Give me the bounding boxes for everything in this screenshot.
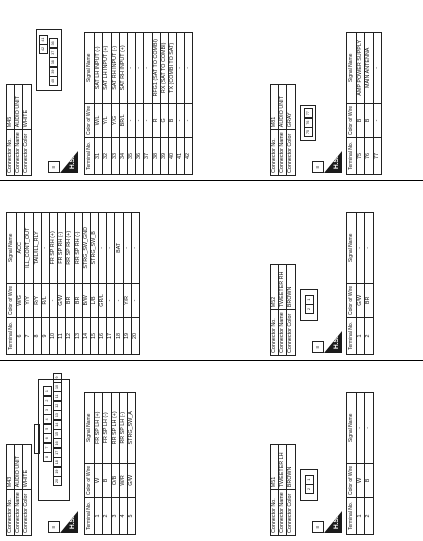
- pin-signal: SAT LH INPUT (-): [95, 32, 103, 103]
- pin-signal: RX (SAT TO COMBI): [160, 32, 168, 103]
- pin-terminal: 13: [74, 318, 82, 355]
- pin-wire: B: [365, 463, 373, 497]
- pin-table-m52: Terminal No. Color of Wire Signal Name 1 G/W - 2 BR -: [346, 212, 374, 355]
- pin-row: [95, 32, 103, 174]
- cavity-number: 13: [53, 410, 62, 420]
- pin-signal: -: [144, 32, 152, 103]
- pin-row: [127, 32, 135, 174]
- pin-row: [168, 32, 176, 174]
- hs-icon: ≡ H.S.: [324, 151, 342, 173]
- pin-signal: -: [177, 32, 185, 103]
- pin-terminal: 1: [357, 498, 365, 535]
- pin-row: [33, 212, 41, 354]
- connector-diagram-m81: [300, 105, 316, 141]
- pin-wire: B: [168, 103, 176, 137]
- pin-wire: -: [107, 283, 115, 317]
- pin-terminal: 6: [17, 318, 25, 355]
- pin-row: [357, 212, 365, 354]
- harness-side-box-icon: ≡: [48, 161, 60, 173]
- pin-terminal: 35: [127, 138, 135, 175]
- pin-row: [127, 392, 135, 534]
- pin-row: [25, 212, 33, 354]
- pin-table-m51: Terminal No. Color of Wire Signal Name 1 W - 2 B -: [346, 392, 374, 535]
- pane-m45-m81: [0, 0, 423, 181]
- pin-wire: -: [131, 283, 139, 317]
- pin-terminal: 9: [41, 318, 49, 355]
- pin-signal: RFG1 (SAT TO COMBI): [152, 32, 160, 103]
- pin-terminal: 4: [119, 498, 127, 535]
- pin-table-m81: Terminal No. Color of Wire Signal Name 75 B AMP POWER SUPPLY 76 B MAIN ANTENNA 77 - -: [346, 32, 382, 175]
- pin-wire: Y/R: [123, 283, 131, 317]
- pin-terminal: 18: [115, 318, 123, 355]
- cavity-number: 18: [53, 457, 62, 467]
- pin-signal: ACC: [17, 212, 25, 283]
- pin-row: [103, 32, 111, 174]
- pin-wire: BR: [365, 283, 373, 317]
- pin-terminal: 2: [365, 318, 373, 355]
- pin-terminal: 7: [25, 318, 33, 355]
- pin-wire: W/R: [119, 463, 127, 497]
- pin-row: [373, 32, 381, 174]
- pin-row: [115, 212, 123, 354]
- pin-wire: BR/L: [119, 103, 127, 137]
- cavity-number: 17: [53, 448, 62, 458]
- pin-wire: -: [177, 103, 185, 137]
- pin-wire: R/L: [41, 283, 49, 317]
- cavity-number: 1: [305, 295, 314, 305]
- pin-signal: SAT RH INPUT (-): [111, 32, 119, 103]
- pin-row: [365, 212, 373, 354]
- connector-name: AUDIO UNIT: [15, 445, 23, 490]
- pin-row: [357, 392, 365, 534]
- pin-wire: W: [95, 463, 103, 497]
- pin-row: [365, 32, 373, 174]
- connector-diagram-m43: [38, 376, 70, 501]
- pin-terminal: 38: [152, 138, 160, 175]
- pin-terminal: 31: [95, 138, 103, 175]
- cavity-number: 39: [49, 67, 58, 77]
- connector-color: WHITE: [23, 445, 31, 490]
- pin-wire: Y/G: [111, 103, 119, 137]
- cavity-number: 40: [49, 76, 58, 86]
- pin-row: [95, 392, 103, 534]
- cavity-number: 9: [53, 373, 62, 383]
- connector-info-m43: Connector No. M43 Connector Name AUDIO UNIT Connector Color WHITE: [6, 444, 32, 536]
- cavity-number: 10: [53, 382, 62, 392]
- pin-signal: SAT RH INPUT (+): [119, 32, 127, 103]
- pin-terminal: 41: [177, 138, 185, 175]
- pin-wire: W: [357, 463, 365, 497]
- pin-wire: G: [160, 103, 168, 137]
- pin-signal: -: [127, 32, 135, 103]
- pin-row: [82, 212, 90, 354]
- pin-terminal: 16: [99, 318, 107, 355]
- pin-row: [107, 212, 115, 354]
- pin-row: [365, 392, 373, 534]
- cavity-number: 14: [53, 420, 62, 430]
- pin-signal: -: [99, 212, 107, 283]
- pin-row: [74, 212, 82, 354]
- pin-row: [49, 212, 57, 354]
- pin-terminal: 11: [58, 318, 66, 355]
- pin-wire: G/W: [127, 463, 135, 497]
- pin-row: [136, 32, 144, 174]
- pin-terminal: 42: [185, 138, 193, 175]
- pin-wire: BR: [74, 283, 82, 317]
- pin-wire: B/W: [82, 283, 90, 317]
- cavity-number: 76: [304, 118, 313, 128]
- pin-signal: AMP POWER SUPPLY: [357, 32, 365, 103]
- cavity-number: 6: [43, 433, 52, 443]
- cavity-number: 41: [39, 35, 48, 45]
- pin-terminal: 15: [90, 318, 98, 355]
- pin-signal: -: [107, 212, 115, 283]
- pin-signal: -: [41, 212, 49, 283]
- cavity-number: 12: [53, 401, 62, 411]
- connector-info-m52: Connector No. M52 Connector Name TWEETER RH Connector Color BROWN: [270, 264, 296, 356]
- harness-side-box-icon: ≡: [312, 521, 324, 533]
- pin-signal: FR SP LH (+): [95, 392, 103, 463]
- cavity-number: 38: [49, 57, 58, 67]
- pin-wire: -: [144, 103, 152, 137]
- pin-terminal: 32: [103, 138, 111, 175]
- pin-signal: SAT LH INPUT (+): [103, 32, 111, 103]
- pin-row: [123, 212, 131, 354]
- pin-wire: W/G: [17, 283, 25, 317]
- cavity-number: 77: [304, 108, 313, 118]
- pin-row: [111, 32, 119, 174]
- cavity-number: 1: [305, 475, 314, 485]
- pin-terminal: 36: [136, 138, 144, 175]
- pin-wire: -: [185, 103, 193, 137]
- connector-diagram-m52: [300, 289, 318, 321]
- pin-row: [160, 32, 168, 174]
- pin-signal: FR SP RH (-): [58, 212, 66, 283]
- pin-signal: STRG_SW_A: [127, 392, 135, 463]
- pin-signal: BAT: [115, 212, 123, 283]
- pin-wire: -: [136, 103, 144, 137]
- pin-row: [152, 32, 160, 174]
- pin-signal: RR SP LH (+): [111, 392, 119, 463]
- pin-signal: -: [185, 32, 193, 103]
- cavity-number: 1: [43, 386, 52, 396]
- pane-m43-m51: [0, 360, 423, 541]
- pane-m52: [0, 180, 423, 361]
- pin-terminal: 17: [107, 318, 115, 355]
- cavity-number: 11: [53, 391, 62, 401]
- pin-table-m43: Terminal No. Color of Wire Signal Name 1 W FR SP LH (+) 2 B FR SP LH (-) 3 O/B RR SP LH (+) 4 W/R RR SP LH (-) 5 G/W STRG_SW_A: [84, 392, 136, 535]
- pin-terminal: 10: [49, 318, 57, 355]
- pin-signal: FR SP LH (-): [103, 392, 111, 463]
- cavity-number: 2: [43, 396, 52, 406]
- pin-wire: G/W: [58, 283, 66, 317]
- pin-wire: B: [365, 103, 373, 137]
- pin-signal: RR SP LH (-): [119, 392, 127, 463]
- pin-row: [131, 212, 139, 354]
- pin-row: [177, 32, 185, 174]
- cavity-number: 19: [53, 467, 62, 477]
- pin-terminal: 76: [365, 138, 373, 175]
- cavity-number: 42: [39, 44, 48, 54]
- pin-wire: L/B: [90, 283, 98, 317]
- pin-signal: RR SP RH (-): [74, 212, 82, 283]
- pin-signal: MAIN ANTENNA: [365, 32, 373, 103]
- pin-wire: BR: [66, 283, 74, 317]
- pin-terminal: 1: [357, 318, 365, 355]
- pin-row: [119, 392, 127, 534]
- pin-wire: B: [357, 103, 365, 137]
- pin-signal: -: [365, 392, 373, 463]
- hs-icon: ≡ H.S.: [324, 511, 342, 533]
- pin-wire: Y/L: [103, 103, 111, 137]
- pin-signal: -: [131, 212, 139, 283]
- pin-row: [58, 212, 66, 354]
- hs-icon: ≡ H.S.: [60, 511, 78, 533]
- pin-row: [99, 212, 107, 354]
- pin-row: [185, 32, 193, 174]
- cavity-number: 7: [43, 443, 52, 453]
- connector-diagram-m51: [300, 469, 318, 501]
- pin-row: [90, 212, 98, 354]
- pin-terminal: 40: [168, 138, 176, 175]
- pin-row: [66, 212, 74, 354]
- pin-signal: -: [365, 212, 373, 283]
- pin-terminal: 20: [131, 318, 139, 355]
- pin-row: [357, 32, 365, 174]
- cavity-number: 4: [43, 414, 52, 424]
- pin-terminal: 5: [127, 498, 135, 535]
- pin-signal: STRG_SW_GND: [82, 212, 90, 283]
- cavity-number: 37: [49, 48, 58, 58]
- pin-signal: STRG_SW_B: [90, 212, 98, 283]
- cavity-number: 2: [305, 484, 314, 494]
- pin-terminal: 75: [357, 138, 365, 175]
- cavity-number: 5: [43, 424, 52, 434]
- pin-terminal: 2: [103, 498, 111, 535]
- pin-wire: R/Y: [33, 283, 41, 317]
- pin-wire: -: [127, 103, 135, 137]
- cavity-number: 20: [53, 476, 62, 486]
- cavity-number: 3: [43, 405, 52, 415]
- pin-row: [41, 212, 49, 354]
- hs-icon: ≡ H.S.: [60, 151, 78, 173]
- pin-terminal: 14: [82, 318, 90, 355]
- connector-diagram-m45: [36, 29, 62, 91]
- cavity-number: 8: [43, 452, 52, 462]
- harness-side-box-icon: ≡: [312, 341, 324, 353]
- pin-terminal: 77: [373, 138, 381, 175]
- pin-terminal: 1: [95, 498, 103, 535]
- harness-side-box-icon: ≡: [312, 161, 324, 173]
- connector-info-m81: Connector No. M81 Connector Name AUDIO UNIT Connector Color GRAY: [270, 84, 296, 176]
- harness-side-box-icon: ≡: [48, 521, 60, 533]
- pin-wire: B: [103, 463, 111, 497]
- pin-terminal: 34: [119, 138, 127, 175]
- pin-signal: -: [357, 212, 365, 283]
- pin-wire: -: [373, 103, 381, 137]
- pin-row: [103, 392, 111, 534]
- pin-terminal: 12: [66, 318, 74, 355]
- cavity-number: 15: [53, 429, 62, 439]
- pin-signal: -: [136, 32, 144, 103]
- pin-row: [111, 392, 119, 534]
- pin-signal: RR SP RH (+): [66, 212, 74, 283]
- pin-terminal: 33: [111, 138, 119, 175]
- cavity-number: 16: [53, 438, 62, 448]
- pin-table-m43-cont: Terminal No. Color of Wire Signal Name 6 W/G ACC 7 Y/Y ILL_CONT_OUT 8 R/Y TAIL/ILL_RLY 9 R/L - 10 - FR SP RH (+) 11 G/W FR SP RH (-) 12 BR RR SP RH (+) 13 BR RR SP RH (-) 14 B/W STRG_SW_GND 15 L/B STRG_SW_B 16 GR/L - 17 - - 18 - BAT 19 Y/R - 20 - -: [6, 212, 140, 355]
- pin-wire: G/W: [357, 283, 365, 317]
- pin-signal: TAIL/ILL_RLY: [33, 212, 41, 283]
- cavity-number: 36: [49, 38, 58, 48]
- cavity-number: 2: [305, 304, 314, 314]
- pin-wire: Y/Y: [25, 283, 33, 317]
- pin-terminal: 19: [123, 318, 131, 355]
- pin-signal: -: [373, 32, 381, 103]
- pin-terminal: 8: [33, 318, 41, 355]
- pin-terminal: 3: [111, 498, 119, 535]
- pin-row: [17, 212, 25, 354]
- pin-table-m45: Terminal No. Color of Wire Signal Name 31 W/L SAT LH INPUT (-) 32 Y/L SAT LH INPUT (+) 33 Y/G SAT RH INPUT (-) 34 BR/L SAT RH INPUT (+) 35 - - 36 - - 37 - - 38 R RFG1 (SAT TO COMBI) 39 G RX (SAT TO COMBI) 40 B TX (COMBI TO SAT) 41 - - 42 - -: [84, 32, 193, 175]
- pin-row: [144, 32, 152, 174]
- pin-terminal: 2: [365, 498, 373, 535]
- hs-icon: ≡ H.S.: [324, 331, 342, 353]
- pin-wire: -: [49, 283, 57, 317]
- pin-signal: ILL_CONT_OUT: [25, 212, 33, 283]
- pin-row: [119, 32, 127, 174]
- pin-wire: R: [152, 103, 160, 137]
- pin-signal: FR SP RH (+): [49, 212, 57, 283]
- pin-wire: GR/L: [99, 283, 107, 317]
- pin-terminal: 37: [144, 138, 152, 175]
- connector-no: M43: [7, 445, 15, 490]
- pin-terminal: 39: [160, 138, 168, 175]
- pin-signal: -: [123, 212, 131, 283]
- cavity-number: 75: [304, 127, 313, 137]
- pin-wire: -: [115, 283, 123, 317]
- pin-wire: W/L: [95, 103, 103, 137]
- pin-signal: -: [357, 392, 365, 463]
- pin-wire: O/B: [111, 463, 119, 497]
- connector-info-m51: Connector No. M51 Connector Name TWEETER LH Connector Color BROWN: [270, 444, 296, 536]
- pin-signal: TX (COMBI TO SAT): [168, 32, 176, 103]
- connector-info-m45: Connector No. M45 Connector Name AUDIO UNIT Connector Color WHITE: [6, 84, 32, 176]
